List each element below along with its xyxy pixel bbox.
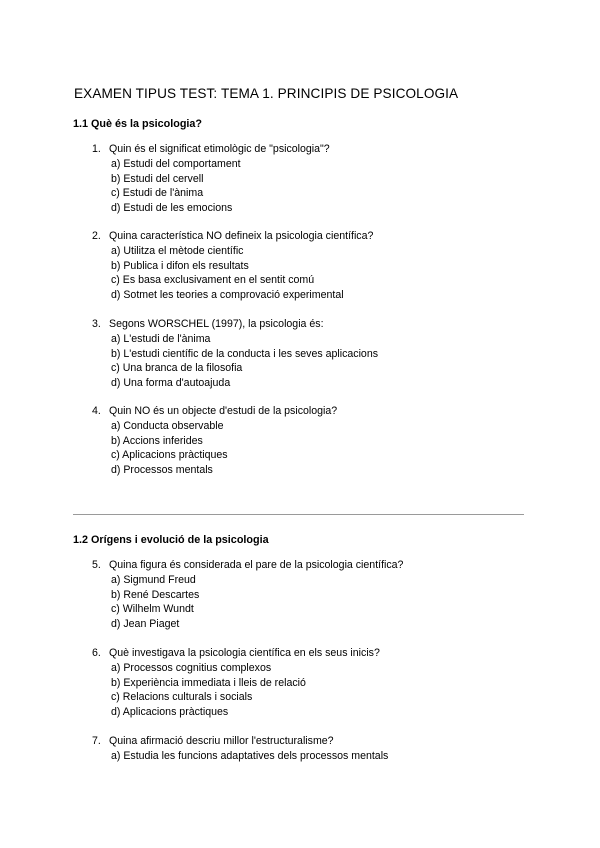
question-7 (92, 734, 532, 764)
answer-option: c) Relacions culturals i socials (111, 691, 253, 704)
answer-option: a) Estudi del comportament (111, 158, 241, 170)
question-line (92, 404, 532, 419)
options-list (92, 332, 532, 391)
answer-option: d) Una forma d'autoajuda (111, 377, 231, 390)
question-line (92, 142, 532, 157)
section-heading: 1.1 Què és la psicologia? (73, 118, 203, 130)
answer-option: a) Estudia les funcions adaptatives dels processos mentals (111, 750, 389, 762)
question-number: 1. (92, 143, 101, 155)
answer-option: b) Experiència immediata i lleis de relació (111, 676, 306, 689)
answer-option: d) Estudi de les emocions (111, 202, 233, 215)
question-text: Quin NO és un objecte d'estudi de la psicologia? (109, 405, 338, 417)
question-number: 2. (92, 230, 101, 242)
answer-option: a) Utilitza el mètode científic (111, 245, 244, 257)
question-2 (92, 229, 532, 303)
answer-option: b) Accions inferides (111, 434, 203, 447)
question-number: 3. (92, 318, 101, 330)
answer-option: c) Una branca de la filosofia (111, 362, 243, 375)
question-line (92, 734, 532, 749)
answer-option: c) Aplicacions pràctiques (111, 449, 228, 462)
answer-option: a) Sigmund Freud (111, 574, 196, 586)
question-number: 6. (92, 647, 101, 659)
answer-option: d) Jean Piaget (111, 618, 180, 631)
options-list (92, 661, 532, 720)
answer-option: b) Estudi del cervell (111, 172, 204, 185)
options-list (92, 419, 532, 478)
answer-option: d) Aplicacions pràctiques (111, 706, 229, 719)
question-number: 4. (92, 405, 101, 417)
options-list (92, 573, 532, 632)
question-text: Quina figura és considerada el pare de la psicologia científica? (109, 559, 404, 571)
question-text: Quina característica NO defineix la psicologia científica? (109, 230, 374, 242)
question-text: Quina afirmació descriu millor l'estructuralisme? (109, 735, 334, 747)
question-text: Què investigava la psicologia científica en els seus inicis? (109, 647, 380, 659)
question-3 (92, 317, 532, 391)
answer-option: b) Publica i difon els resultats (111, 259, 249, 272)
question-number: 5. (92, 559, 101, 571)
answer-option: a) Conducta observable (111, 420, 224, 432)
answer-option: b) René Descartes (111, 588, 200, 601)
question-6 (92, 646, 532, 720)
answer-option: a) Processos cognitius complexos (111, 662, 272, 674)
question-line (92, 317, 532, 332)
question-4 (92, 404, 532, 478)
options-list (92, 244, 532, 303)
question-line (92, 646, 532, 661)
answer-option: d) Processos mentals (111, 464, 213, 477)
page-title: EXAMEN TIPUS TEST: TEMA 1. PRINCIPIS DE PSICOLOGIA (74, 86, 459, 101)
options-list (92, 157, 532, 216)
answer-option: c) Es basa exclusivament en el sentit comú (111, 274, 315, 287)
question-line (92, 558, 532, 573)
section-divider (73, 514, 524, 515)
question-text: Quin és el significat etimològic de "psicologia"? (109, 143, 330, 155)
question-5 (92, 558, 532, 632)
question-number: 7. (92, 735, 101, 747)
question-line (92, 229, 532, 244)
question-1 (92, 142, 532, 216)
section-heading: 1.2 Orígens i evolució de la psicologia (73, 534, 269, 546)
options-list (92, 749, 532, 764)
answer-option: d) Sotmet les teories a comprovació experimental (111, 289, 344, 302)
answer-option: a) L'estudi de l'ànima (111, 333, 211, 345)
answer-option: c) Estudi de l'ànima (111, 187, 204, 200)
question-text: Segons WORSCHEL (1997), la psicologia és: (109, 318, 324, 330)
answer-option: c) Wilhelm Wundt (111, 603, 194, 616)
answer-option: b) L'estudi científic de la conducta i les seves aplicacions (111, 347, 379, 360)
